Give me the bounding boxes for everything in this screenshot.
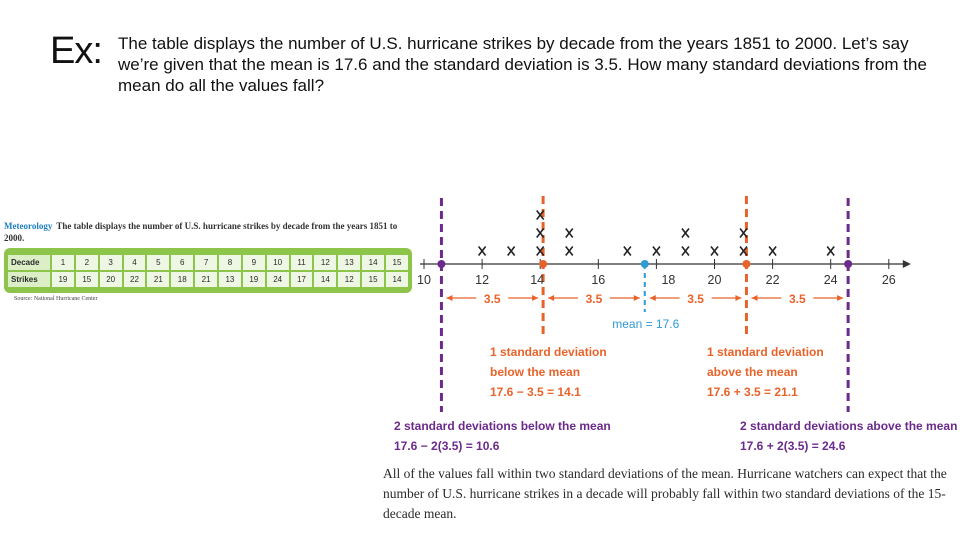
decade-cell: 13 [338,255,360,270]
plus2-dot [844,260,852,268]
strikes-cell: 18 [171,272,193,287]
interval-arrow-head [532,295,538,301]
one-sd-above-annotation: 1 standard deviation [707,345,824,359]
strikes-cell: 22 [124,272,146,287]
tick-label: 24 [823,273,838,287]
mean-dot [641,260,649,268]
interval-arrow-head [735,295,741,301]
data-point-x [827,247,834,256]
tick-label: 18 [661,273,676,287]
one-sd-below-annotation: below the mean [490,365,581,379]
strikes-cell: 12 [338,272,360,287]
data-point-x [537,229,544,238]
decade-cell: 9 [243,255,265,270]
tick-label: 26 [881,273,896,287]
interval-arrow-head [446,295,452,301]
strikes-header: Strikes [8,272,50,287]
data-point-x [508,247,515,256]
strikes-cell: 15 [76,272,98,287]
one-sd-above-annotation: 17.6 + 3.5 = 21.1 [707,385,798,399]
tick-label: 12 [475,273,490,287]
data-point-x [566,247,573,256]
interval-label: 3.5 [687,292,704,306]
interval-arrow-head [650,295,656,301]
strikes-cell: 14 [386,272,408,287]
two-sd-above-annotation: 17.6 + 2(3.5) = 24.6 [740,439,846,453]
strikes-cell: 19 [243,272,265,287]
decade-cell: 12 [314,255,336,270]
decade-cell: 7 [195,255,217,270]
data-point-x [682,247,689,256]
minus2-dot [437,260,445,268]
strikes-cell: 21 [195,272,217,287]
tick-label: 22 [765,273,780,287]
decade-cell: 6 [171,255,193,270]
strikes-cell: 20 [100,272,122,287]
decade-cell: 11 [291,255,313,270]
table-topic: Meteorology [4,221,53,231]
decade-cell: 15 [386,255,408,270]
data-point-x [479,247,486,256]
decade-cell: 3 [100,255,122,270]
strikes-cell: 15 [362,272,384,287]
interval-arrow-head [837,295,843,301]
data-point-x [653,247,660,256]
strikes-cell: 21 [147,272,169,287]
interval-arrow-head [548,295,554,301]
data-point-x [624,247,631,256]
strikes-cell: 19 [52,272,74,287]
two-sd-below-annotation: 17.6 − 2(3.5) = 10.6 [394,439,500,453]
mean-label: mean = 17.6 [612,317,680,331]
interval-arrow-head [751,295,757,301]
question-text: The table displays the number of U.S. hurricane strikes by decade from the years 1851 to 2000. Let’s say we’re given that the mean is 17.6 and the standard deviation is 3.5. How many standard deviations from the mean do all the values fall? [118,34,927,95]
interval-arrow-head [634,295,640,301]
tick-label: 14 [530,273,545,287]
data-point-x [769,247,776,256]
decade-cell: 14 [362,255,384,270]
one-sd-below-annotation: 17.6 − 3.5 = 14.1 [490,385,581,399]
strikes-cell: 14 [314,272,336,287]
decade-cell: 10 [267,255,289,270]
decade-header: Decade [8,255,50,270]
decade-cell: 2 [76,255,98,270]
strikes-cell: 13 [219,272,241,287]
minus1-dot [539,260,547,268]
one-sd-above-annotation: above the mean [707,365,798,379]
tick-label: 16 [591,273,606,287]
conclusion-text: All of the values fall within two standard deviations of the mean. Hurricane watchers can expect that the number of U.S. hurricane strikes in a decade will probably fall within two standard deviations of the 15-decade mean. [383,466,947,521]
tick-label: 10 [417,273,431,287]
decade-cell: 1 [52,255,74,270]
strikes-cell: 24 [267,272,289,287]
table-source: Source: National Hurricane Center [14,296,98,302]
data-point-x [740,229,747,238]
tick-label: 20 [707,273,722,287]
decade-cell: 8 [219,255,241,270]
strikes-cell: 17 [291,272,313,287]
decade-cell: 5 [147,255,169,270]
example-label: Ex: [50,30,102,72]
data-point-x [711,247,718,256]
two-sd-above-annotation: 2 standard deviations above the mean [740,419,958,433]
interval-label: 3.5 [483,292,501,306]
data-point-x [682,229,689,238]
two-sd-below-annotation: 2 standard deviations below the mean [394,419,611,433]
interval-label: 3.5 [788,292,806,306]
plus1-dot [742,260,750,268]
data-point-x [566,229,573,238]
axis-arrow [903,260,911,268]
interval-label: 3.5 [585,292,603,306]
decade-cell: 4 [124,255,146,270]
one-sd-below-annotation: 1 standard deviation [490,345,607,359]
table-title: The table displays the number of U.S. hurricane strikes by decade from the years 1851 to 2000. [4,221,398,243]
